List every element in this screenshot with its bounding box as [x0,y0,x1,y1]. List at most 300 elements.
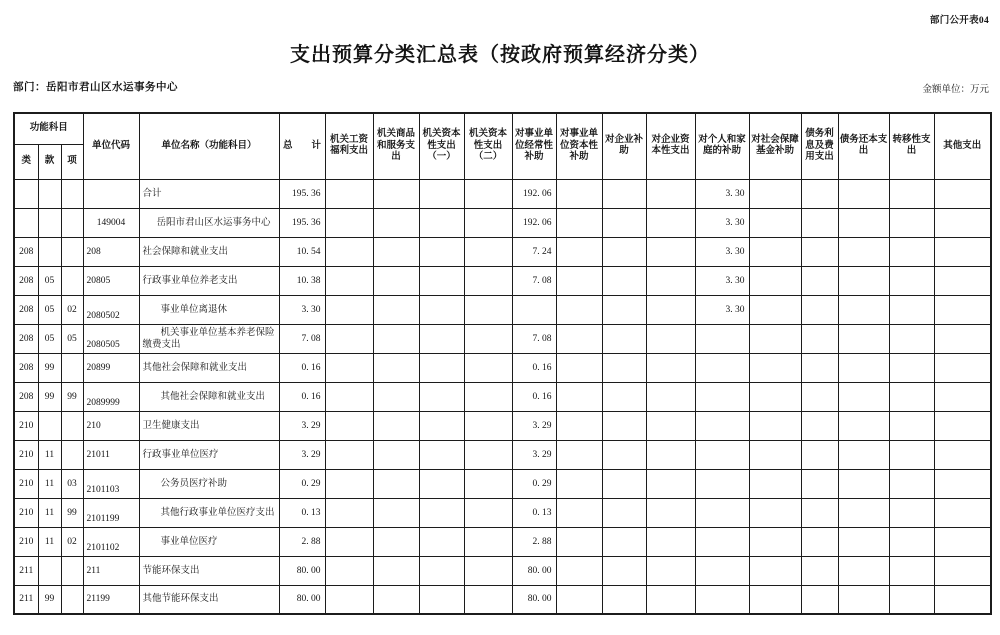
cell-value-11 [838,498,889,527]
table-row [14,440,991,469]
cell-value-6 [602,440,646,469]
cell-value-10 [801,469,838,498]
header-unit-code: 单位代码 [83,113,139,179]
cell-value-3 [464,266,512,295]
cell-value-1 [373,440,419,469]
cell-value-7 [646,179,695,208]
cell-value-5 [556,353,602,382]
cell-value-4: 0. 16 [512,353,556,382]
header-value-col-3: 机关资本性支出（二） [464,113,512,179]
cell-func-class: 210 [14,411,38,440]
cell-func-class: 208 [14,237,38,266]
cell-value-0 [325,585,373,614]
cell-func-item [61,440,83,469]
cell-value-4: 80. 00 [512,556,556,585]
cell-total: 0. 29 [279,469,325,498]
cell-value-9 [749,585,801,614]
cell-value-13 [934,179,991,208]
cell-value-1 [373,498,419,527]
cell-value-11 [838,556,889,585]
cell-func-section: 11 [38,469,61,498]
cell-value-2 [419,208,464,237]
cell-value-6 [602,208,646,237]
cell-unit-name: 公务员医疗补助 [139,469,279,498]
cell-func-section: 99 [38,382,61,411]
cell-value-3 [464,179,512,208]
cell-value-13 [934,469,991,498]
cell-value-1 [373,179,419,208]
cell-value-2 [419,382,464,411]
cell-func-class: 210 [14,527,38,556]
cell-value-6 [602,179,646,208]
cell-value-2 [419,353,464,382]
cell-value-11 [838,208,889,237]
budget-table [13,112,992,615]
cell-value-9 [749,469,801,498]
cell-func-item [61,208,83,237]
cell-value-0 [325,295,373,324]
cell-total: 10. 38 [279,266,325,295]
cell-func-section: 99 [38,585,61,614]
header-total: 总 计 [279,113,325,179]
cell-func-item [61,411,83,440]
cell-value-7 [646,469,695,498]
cell-value-4: 192. 06 [512,208,556,237]
cell-value-6 [602,556,646,585]
cell-value-5 [556,324,602,353]
cell-unit-name: 行政事业单位医疗 [139,440,279,469]
cell-value-5 [556,382,602,411]
cell-value-9 [749,237,801,266]
cell-value-9 [749,353,801,382]
cell-value-13 [934,295,991,324]
cell-value-10 [801,585,838,614]
cell-value-12 [889,469,934,498]
cell-unit-name: 事业单位医疗 [139,527,279,556]
cell-value-2 [419,411,464,440]
header-value-col-1: 机关商品和服务支出 [373,113,419,179]
cell-value-11 [838,266,889,295]
cell-unit-code: 2101102 [83,527,139,556]
cell-func-item: 99 [61,498,83,527]
header-value-col-2: 机关资本性支出（一） [419,113,464,179]
cell-value-6 [602,411,646,440]
cell-value-4: 3. 29 [512,440,556,469]
cell-total: 195. 36 [279,179,325,208]
cell-value-6 [602,527,646,556]
cell-value-7 [646,237,695,266]
cell-value-12 [889,585,934,614]
cell-value-5 [556,266,602,295]
cell-value-5 [556,556,602,585]
cell-value-2 [419,237,464,266]
cell-unit-name: 卫生健康支出 [139,411,279,440]
cell-value-11 [838,382,889,411]
cell-value-13 [934,324,991,353]
cell-func-class [14,208,38,237]
cell-func-class [14,179,38,208]
cell-value-0 [325,440,373,469]
cell-value-2 [419,295,464,324]
cell-value-0 [325,382,373,411]
cell-value-3 [464,353,512,382]
cell-func-item [61,585,83,614]
cell-value-8: 3. 30 [695,208,749,237]
cell-value-9 [749,498,801,527]
cell-func-class: 208 [14,324,38,353]
cell-value-3 [464,208,512,237]
cell-value-7 [646,353,695,382]
cell-total: 3. 29 [279,440,325,469]
cell-value-7 [646,295,695,324]
cell-func-item [61,556,83,585]
cell-value-11 [838,324,889,353]
cell-unit-code: 21011 [83,440,139,469]
cell-value-10 [801,179,838,208]
cell-value-3 [464,295,512,324]
cell-func-class: 210 [14,469,38,498]
cell-value-12 [889,527,934,556]
cell-total: 3. 30 [279,295,325,324]
cell-value-8 [695,498,749,527]
cell-unit-name: 节能环保支出 [139,556,279,585]
cell-total: 0. 13 [279,498,325,527]
cell-value-11 [838,237,889,266]
form-number-label: 部门公开表04 [929,16,989,26]
header-value-col-10: 债务利息及费用支出 [801,113,838,179]
header-unit-name: 单位名称（功能科目） [139,113,279,179]
cell-unit-name: 事业单位离退休 [139,295,279,324]
cell-value-3 [464,556,512,585]
cell-value-2 [419,527,464,556]
table-row [14,179,991,208]
cell-value-13 [934,556,991,585]
cell-unit-code [83,179,139,208]
cell-value-8 [695,382,749,411]
cell-value-0 [325,469,373,498]
cell-value-13 [934,353,991,382]
cell-value-8: 3. 30 [695,295,749,324]
cell-value-12 [889,556,934,585]
cell-value-5 [556,498,602,527]
cell-value-6 [602,295,646,324]
cell-value-0 [325,353,373,382]
cell-value-10 [801,440,838,469]
cell-value-12 [889,237,934,266]
cell-func-section [38,179,61,208]
cell-value-10 [801,237,838,266]
cell-total: 7. 08 [279,324,325,353]
cell-value-8 [695,353,749,382]
table-row [14,208,991,237]
cell-value-11 [838,353,889,382]
cell-value-10 [801,208,838,237]
cell-unit-code: 211 [83,556,139,585]
cell-func-section: 05 [38,266,61,295]
cell-value-4: 80. 00 [512,585,556,614]
cell-value-12 [889,382,934,411]
cell-value-9 [749,382,801,411]
cell-value-8: 3. 30 [695,179,749,208]
cell-value-2 [419,440,464,469]
cell-value-4: 7. 24 [512,237,556,266]
cell-value-5 [556,440,602,469]
cell-total: 2. 88 [279,527,325,556]
cell-value-8: 3. 30 [695,266,749,295]
cell-value-11 [838,295,889,324]
cell-unit-name: 其他社会保障和就业支出 [139,353,279,382]
cell-value-7 [646,266,695,295]
cell-unit-code: 149004 [83,208,139,237]
cell-unit-code: 210 [83,411,139,440]
cell-value-0 [325,208,373,237]
cell-value-9 [749,179,801,208]
cell-total: 80. 00 [279,556,325,585]
table-row [14,382,991,411]
cell-value-3 [464,411,512,440]
cell-value-3 [464,237,512,266]
cell-value-12 [889,295,934,324]
cell-value-2 [419,266,464,295]
cell-value-4 [512,295,556,324]
cell-value-9 [749,266,801,295]
cell-value-5 [556,208,602,237]
cell-value-7 [646,411,695,440]
cell-func-class: 208 [14,382,38,411]
cell-value-9 [749,208,801,237]
cell-value-7 [646,382,695,411]
cell-value-1 [373,556,419,585]
cell-func-class: 211 [14,556,38,585]
cell-value-9 [749,440,801,469]
cell-unit-name: 机关事业单位基本养老保险缴费支出 [139,324,279,353]
cell-value-5 [556,469,602,498]
cell-value-3 [464,527,512,556]
cell-value-7 [646,208,695,237]
cell-value-10 [801,324,838,353]
header-value-col-12: 转移性支出 [889,113,934,179]
cell-value-3 [464,498,512,527]
cell-total: 195. 36 [279,208,325,237]
cell-func-item [61,266,83,295]
cell-value-4: 0. 29 [512,469,556,498]
cell-value-6 [602,353,646,382]
cell-value-7 [646,556,695,585]
cell-value-9 [749,411,801,440]
cell-value-11 [838,440,889,469]
cell-value-12 [889,179,934,208]
cell-value-5 [556,295,602,324]
cell-value-6 [602,324,646,353]
cell-value-10 [801,382,838,411]
header-value-col-6: 对企业补助 [602,113,646,179]
table-row [14,295,991,324]
cell-value-1 [373,527,419,556]
cell-value-1 [373,469,419,498]
cell-func-class: 210 [14,498,38,527]
cell-value-6 [602,469,646,498]
cell-func-item: 02 [61,295,83,324]
cell-func-item [61,353,83,382]
cell-unit-name: 其他社会保障和就业支出 [139,382,279,411]
header-value-col-4: 对事业单位经常性补助 [512,113,556,179]
cell-unit-code: 2080505 [83,324,139,353]
cell-value-13 [934,585,991,614]
cell-value-0 [325,556,373,585]
cell-value-10 [801,266,838,295]
cell-value-6 [602,266,646,295]
table-row [14,411,991,440]
cell-value-8 [695,527,749,556]
cell-value-10 [801,411,838,440]
cell-unit-name: 岳阳市君山区水运事务中心 [139,208,279,237]
cell-func-section: 11 [38,498,61,527]
cell-value-12 [889,498,934,527]
cell-func-item: 05 [61,324,83,353]
cell-value-6 [602,382,646,411]
cell-value-12 [889,208,934,237]
cell-value-5 [556,527,602,556]
cell-value-0 [325,527,373,556]
cell-func-section [38,411,61,440]
cell-value-11 [838,527,889,556]
header-value-col-13: 其他支出 [934,113,991,179]
cell-value-7 [646,498,695,527]
cell-value-5 [556,585,602,614]
cell-func-item: 02 [61,527,83,556]
cell-value-1 [373,237,419,266]
cell-value-2 [419,324,464,353]
cell-func-item [61,237,83,266]
cell-value-9 [749,556,801,585]
cell-value-11 [838,585,889,614]
table-body [14,179,991,614]
cell-func-class: 208 [14,266,38,295]
cell-value-10 [801,556,838,585]
cell-func-class: 208 [14,295,38,324]
cell-value-4: 0. 13 [512,498,556,527]
cell-value-10 [801,295,838,324]
cell-value-2 [419,179,464,208]
cell-value-1 [373,353,419,382]
cell-value-8 [695,440,749,469]
cell-func-class: 211 [14,585,38,614]
cell-value-11 [838,411,889,440]
cell-value-0 [325,237,373,266]
cell-value-4: 192. 06 [512,179,556,208]
amount-unit-label: 金额单位：万元 [922,85,989,95]
cell-value-12 [889,266,934,295]
cell-value-5 [556,237,602,266]
cell-unit-name: 行政事业单位养老支出 [139,266,279,295]
cell-value-10 [801,527,838,556]
department-label: 部门：岳阳市君山区水运事务中心 [13,82,178,93]
header-value-col-11: 债务还本支出 [838,113,889,179]
cell-unit-code: 2080502 [83,295,139,324]
cell-unit-code: 2101199 [83,498,139,527]
cell-value-10 [801,498,838,527]
cell-value-0 [325,324,373,353]
cell-value-5 [556,179,602,208]
cell-unit-name: 合计 [139,179,279,208]
cell-value-8 [695,585,749,614]
cell-value-1 [373,266,419,295]
cell-value-3 [464,440,512,469]
cell-value-12 [889,353,934,382]
header-row-1 [14,113,991,144]
cell-func-section [38,556,61,585]
cell-value-12 [889,411,934,440]
cell-value-4: 2. 88 [512,527,556,556]
cell-value-1 [373,585,419,614]
cell-func-section [38,208,61,237]
cell-value-9 [749,527,801,556]
cell-total: 80. 00 [279,585,325,614]
cell-value-0 [325,498,373,527]
cell-value-7 [646,324,695,353]
cell-unit-code: 20805 [83,266,139,295]
cell-unit-code: 20899 [83,353,139,382]
table-head [14,113,991,179]
cell-value-13 [934,237,991,266]
cell-func-section [38,237,61,266]
cell-value-4: 0. 16 [512,382,556,411]
header-func-subjects: 功能科目 [14,113,83,144]
cell-value-4: 3. 29 [512,411,556,440]
cell-func-section: 11 [38,527,61,556]
cell-value-4: 7. 08 [512,324,556,353]
cell-func-class: 208 [14,353,38,382]
cell-value-13 [934,527,991,556]
cell-func-item: 03 [61,469,83,498]
cell-value-2 [419,585,464,614]
cell-func-section: 99 [38,353,61,382]
cell-func-item: 99 [61,382,83,411]
table-row [14,237,991,266]
cell-value-1 [373,208,419,237]
cell-value-12 [889,440,934,469]
header-func-section: 款 [38,144,61,179]
cell-value-1 [373,411,419,440]
header-value-col-7: 对企业资本性支出 [646,113,695,179]
cell-value-8: 3. 30 [695,237,749,266]
cell-func-section: 11 [38,440,61,469]
cell-unit-code: 208 [83,237,139,266]
cell-value-8 [695,411,749,440]
cell-value-11 [838,469,889,498]
table-row [14,556,991,585]
header-func-item: 项 [61,144,83,179]
cell-value-6 [602,585,646,614]
cell-func-section: 05 [38,324,61,353]
cell-func-item [61,179,83,208]
cell-value-0 [325,411,373,440]
cell-value-7 [646,585,695,614]
cell-unit-name: 其他行政事业单位医疗支出 [139,498,279,527]
cell-value-13 [934,411,991,440]
cell-value-3 [464,469,512,498]
header-value-col-9: 对社会保障基金补助 [749,113,801,179]
cell-value-0 [325,266,373,295]
table-row [14,469,991,498]
table-row [14,498,991,527]
cell-value-2 [419,498,464,527]
table-row [14,585,991,614]
cell-value-12 [889,324,934,353]
header-func-class: 类 [14,144,38,179]
cell-value-10 [801,353,838,382]
page-title: 支出预算分类汇总表（按政府预算经济分类） [290,44,710,66]
